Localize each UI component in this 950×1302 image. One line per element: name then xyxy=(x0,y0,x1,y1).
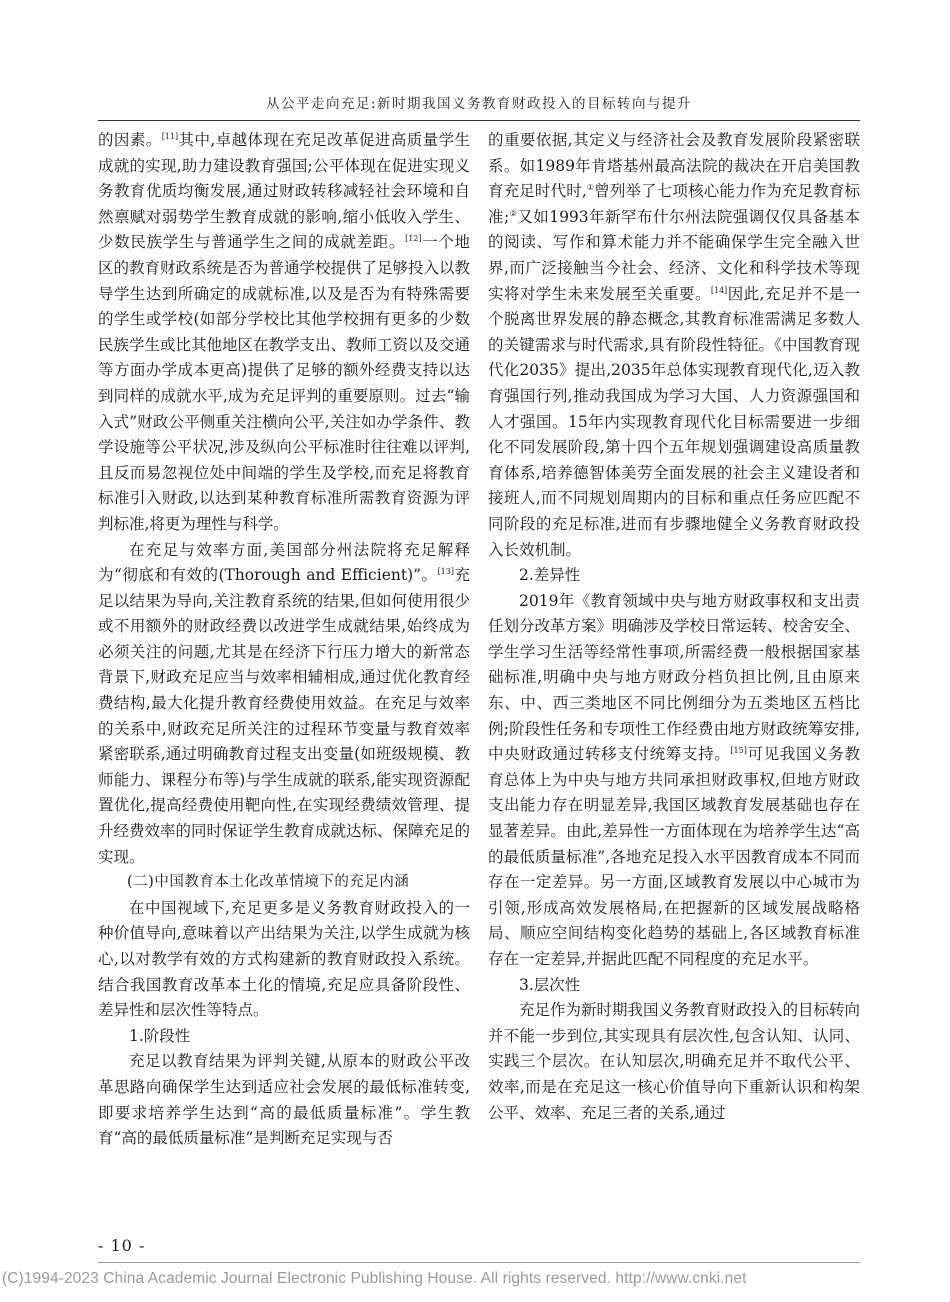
text-run: 3.层次性 xyxy=(519,975,581,994)
text-run: (二)中国教育本土化改革情境下的充足内涵 xyxy=(127,874,410,891)
paragraph-continued xyxy=(98,128,470,538)
paragraph xyxy=(98,538,470,871)
text-run: 充足作为新时期我国义务教育财政投入的目标转向并不能一步到位,其实现具有层次性,包含认知、认同、实践三个层次。在认知层次,明确充足并不取代公平、效率,而是在充足这一核心价值导向下重新认识和构架公平、效率、充足三者的关系,通过 xyxy=(488,1001,861,1122)
text-run: 可见我国义务教育总体上为中央与地方共同承担财政事权,但地方财政支出能力存在明显差异,我国区域教育发展基础也存在显著差异。由此,差异性一方面体现在为培养学生达“高的最低质量标准”,各地充足投入水平因教育成本不同而存在一定差异。另一方面,区域教育发展以中心城市为引领,形成高效发展格局,在把握新的区域发展战略格局、顺应空间结构变化趋势的基础上,各区域教育标准存在一定差异,并据此匹配不同程度的充足水平。 xyxy=(488,745,860,968)
citation-marker: [11] xyxy=(161,131,179,141)
text-run: 的重要依据,其定义与经济社会及教育发展阶段紧密联系。如1989年肯塔基州最高法院的裁决在开启美国教育充足时代时, xyxy=(488,131,860,201)
text-run: 2.差异性 xyxy=(519,566,581,585)
text-run: 其中,卓越体现在充足改革促进高质量学生成就的实现,助力建设教育强国;公平体现在促进实现义务教育优质均衡发展,通过财政转移减轻社会环境和自然禀赋对弱势学生教育成就的影响,缩小低收入学生、少数民族学生与普通学生之间的成就差距。 xyxy=(98,131,470,252)
text-run: 的因素。 xyxy=(98,131,162,149)
citation-marker: ① xyxy=(586,183,595,193)
subsection-heading xyxy=(488,563,860,589)
citation-marker: ② xyxy=(509,208,518,218)
text-run: 曾列举了七项核心能力作为充足教育标准; xyxy=(488,182,860,226)
paragraph-continued xyxy=(488,128,860,563)
citation-marker: [12] xyxy=(405,234,422,244)
paragraph xyxy=(488,589,860,973)
text-run: 在中国视域下,充足更多是义务教育财政投入的一种价值导向,意味着以产出结果为关注,以学生成就为核心,以对教学有效的方式构建新的教育财政投入系统。结合我国教育改革本土化的情境,充足应具备阶段性、差异性和层次性等特点。 xyxy=(98,898,470,1020)
footer-rule xyxy=(98,1262,860,1263)
subsection-heading xyxy=(98,1024,470,1050)
right-column xyxy=(488,128,860,1126)
paragraph xyxy=(98,896,470,1024)
text-run: 一个地区的教育财政系统是否为普通学校提供了足够投入以教导学生达到所确定的成就标准,以及是否为有特殊需要的学生或学校(如部分学校比其他学校拥有更多的少数民族学生或比其他地区在教学支出、教师工资以及交通等方面办学成本更高)提供了足够的额外经费支持以达到同样的成就水平,成为充足评判的重要原则。过去“输入式”财政公平侧重关注横向公平,关注如办学条件、教学设施等公平状况,涉及纵向公平标准时往往难以评判,且反而易忽视位处中间端的学生及学校,而充足将教育标准引入财政,以达到某种教育标准所需教育资源为评判标准,将更为理性与科学。 xyxy=(98,233,471,533)
text-run: 充足以教育结果为评判关键,从原本的财政公平改革思路向确保学生达到适应社会发展的最低标准转变,即要求培养学生达到“高的最低质量标准”。学生教育“高的最低质量标准”是判断充足实现与否 xyxy=(98,1052,470,1148)
running-header: 从公平走向充足:新时期我国义务教育财政投入的目标转向与提升 xyxy=(265,96,693,112)
text-run: 1.阶段性 xyxy=(129,1026,191,1045)
subsection-heading xyxy=(488,973,860,999)
header-rule xyxy=(98,120,860,121)
paragraph xyxy=(98,1049,470,1151)
text-run: 2019年《教育领域中央与地方财政事权和支出责任划分改革方案》明确涉及学校日常运转、校舍安全、学生学习生活等经常性事项,所需经费一般根据国家基础标准,明确中央与地方财政分档负担比例,且由原来东、中、西三类地区不同比例细分为五类地区五档比例;阶段性任务和专项性工作经费由地方财政统筹安排,中央财政通过转移支付统筹支持。 xyxy=(488,591,861,764)
section-heading xyxy=(98,870,470,896)
citation-marker: [13] xyxy=(437,566,454,576)
text-run: 充足以结果为导向,关注教育系统的结果,但如何使用很少或不用额外的财政经费以改进学生成就结果,始终成为必须关注的问题,尤其是在经济下行压力增大的新常态背景下,财政充足应当与效率相辅相成,通过优化教育经费结构,最大化提升教育经费使用效益。在充足与效率的关系中,财政充足所关注的过程环节变量与教育效率紧密联系,通过明确教育过程支出变量(如班级规模、教师能力、课程分布等)与学生成就的联系,能实现资源配置优化,提高经费使用靶向性,在实现经费绩效管理、提升经费效率的同时保证学生教育成就达标、保障充足的实现。 xyxy=(98,566,471,866)
paragraph xyxy=(488,998,860,1126)
citation-marker: [14] xyxy=(710,285,728,295)
text-run: 在充足与效率方面,美国部分州法院将充足解释为“彻底和有效的(Thorough and Efficient)”。 xyxy=(98,540,470,585)
copyright-notice: (C)1994-2023 China Academic Journal Electronic Publishing House. All rights reserved. http://www.cnki.net xyxy=(2,1270,747,1287)
citation-marker: [15] xyxy=(730,746,747,756)
text-run: 又如1993年新罕布什尔州法院强调仅仅具备基本的阅读、写作和算术能力并不能确保学生完全融入世界,而广泛接触当今社会、经济、文化和科学技术等现实将对学生未来发展至关重要。 xyxy=(488,207,860,303)
page-number: - 10 - xyxy=(98,1236,146,1255)
left-column xyxy=(98,128,470,1152)
text-run: 因此,充足并不是一个脱离世界发展的静态概念,其教育标准需满足多数人的关键需求与时代需求,具有阶段性特征。《中国教育现代化2035》提出,2035年总体实现教育现代化,迈入教育强国行列,推动我国成为学习大国、人力资源强国和人才强国。15年内实现教育现代化目标需要进一步细化不同发展阶段,第十四个五年规划强调建设高质量教育体系,培养德智体美劳全面发展的社会主义建设者和接班人,而不同规划周期内的目标和重点任务应匹配不同阶段的充足标准,进而有步骤地健全义务教育财政投入长效机制。 xyxy=(488,284,860,559)
